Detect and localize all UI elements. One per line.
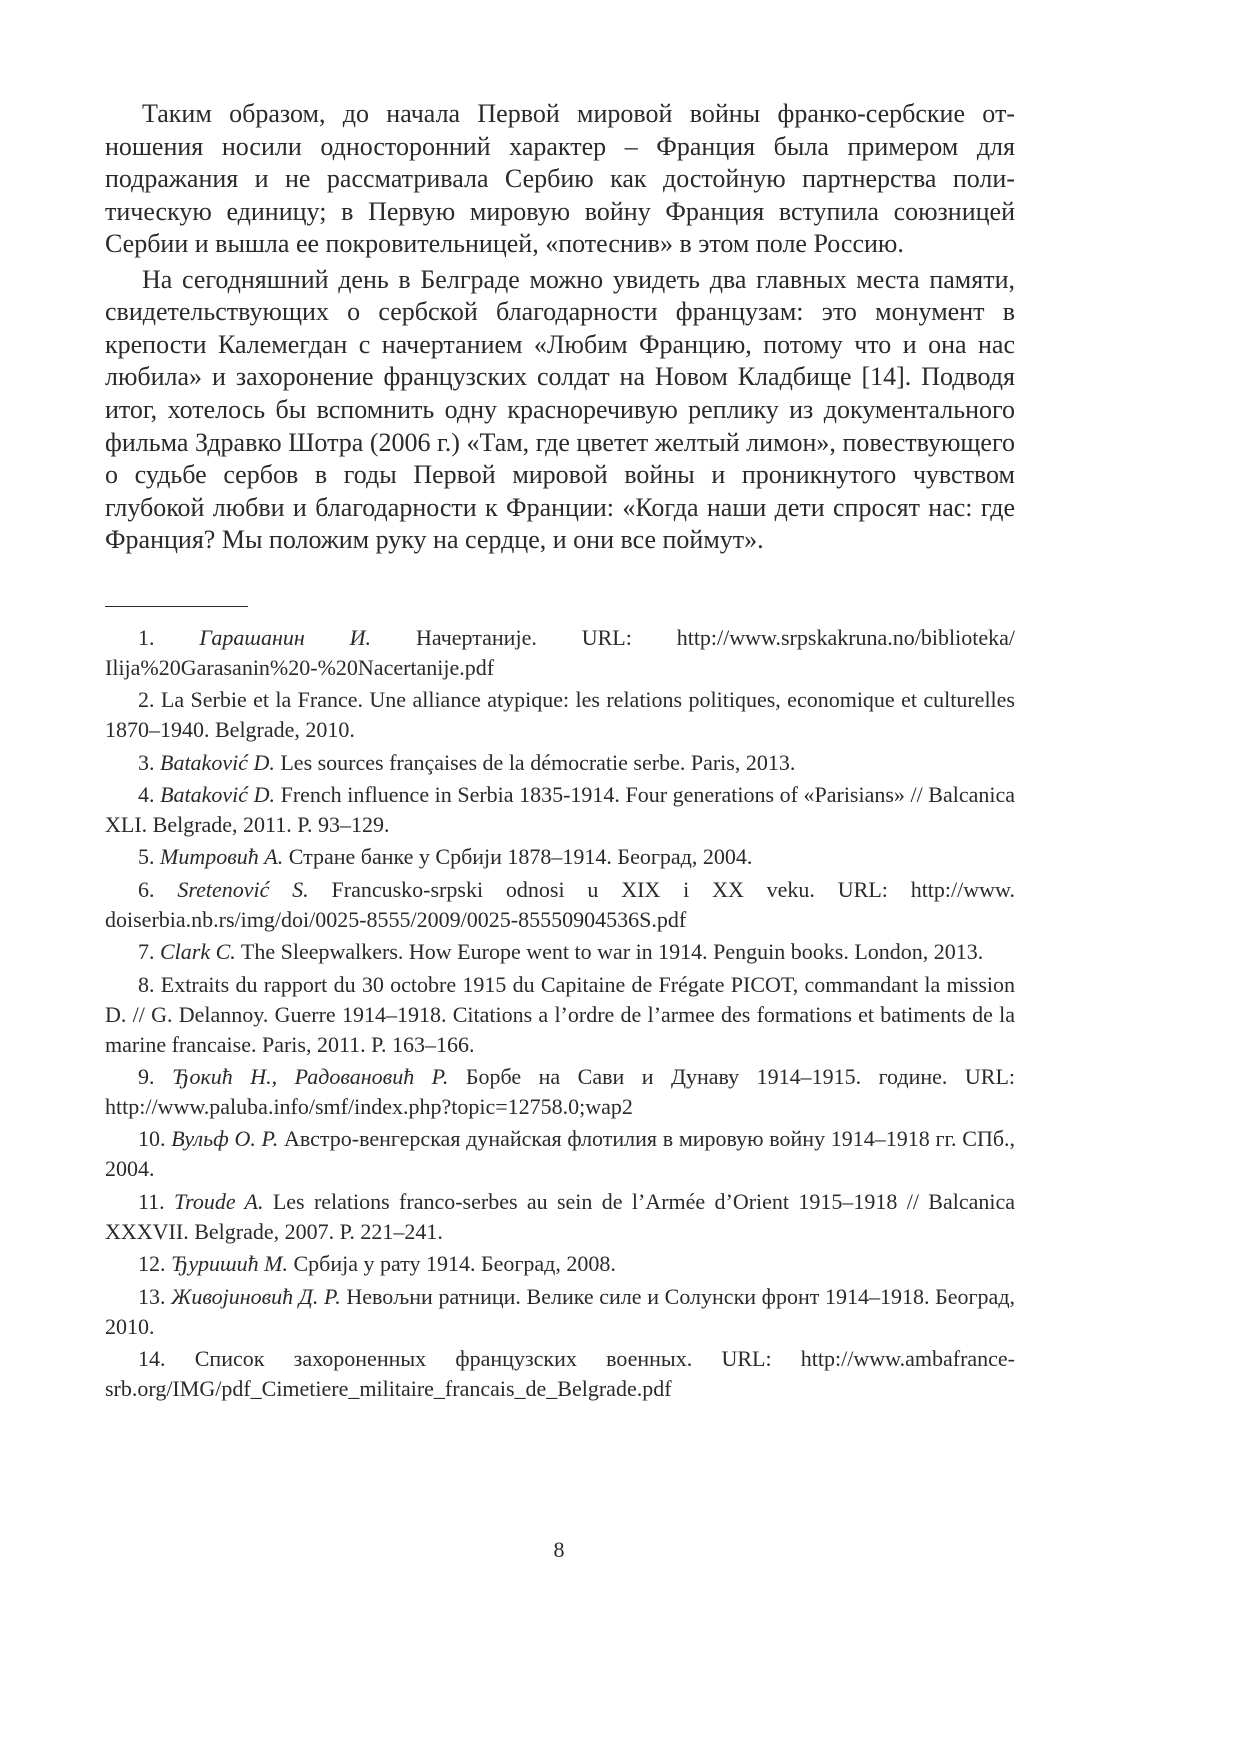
- footnote-author: Гарашанин И.: [199, 624, 372, 650]
- footnote-3: 3. Bataković D. Les sources françaises de la démocratie serbe. Paris, 2013.: [138, 749, 796, 775]
- body-paragraph-1: Таким образом, до начала Первой мировой войны франко-сербские отношения носили односторонний характер – Франция была примером для подражания и не рассматривала Сербию как достойную партнерства политическую единицу; в Первую мировую войну Франция вступила союзницей Сербии и вышла ее покровительницей, «потеснив» в этом поле Россию.: [105, 99, 1015, 259]
- footnote-author: Bataković D.: [160, 782, 275, 808]
- footnote-11: 11. Troude A. Les relations franco-serbes au sein de l’Armée d’Orient 1915–1918 // Balcanica XXXVII. Belgrade, 2007. P. 221–241.: [105, 1188, 1016, 1244]
- footnote-13: 13. Живојиновић Д. Р. Невољни ратници. Велике силе и Солунски фронт 1914–1918. Београд, 2010.: [105, 1283, 1016, 1339]
- footnote-author: Troude A.: [174, 1188, 264, 1214]
- footnote-7: 7. Clark C. The Sleepwalkers. How Europe went to war in 1914. Penguin books. London, 2013.: [138, 939, 984, 965]
- footnote-author: Clark C.: [160, 939, 236, 965]
- footnote-separator: [105, 606, 248, 607]
- footnote-author: Ђокић Н., Радовановић Р.: [171, 1064, 449, 1090]
- footnote-8: 8. Extraits du rapport du 30 octobre 1915 du Capitaine de Frégate PICOT, commandant la mission D. // G. Delannoy. Guerre 1914–1918. Citations a l’ordre de l’armee des formations et batiments de la marine francaise. Paris, 2011. P. 163–166.: [105, 971, 1016, 1057]
- footnote-9: 9. Ђокић Н., Радовановић Р. Борбе на Сави и Дунаву 1914–1915. године. URL: http://www.paluba.info/smf/index.php?topic=12758.0;wap2: [105, 1064, 1015, 1120]
- footnote-4: 4. Bataković D. French influence in Serbia 1835-1914. Four generations of «Parisians» // Balcanica XLI. Belgrade, 2011. P. 93–129.: [105, 782, 1016, 838]
- footnote-2: 2. La Serbie et la France. Une alliance atypique: les relations politiques, economique et culturelles 1870–1940. Belgrade, 2010.: [105, 687, 1015, 743]
- footnote-14: 14. Список захороненных французских военных. URL: http://www.ambafrance-srb.org/IMG/pdf_Cimetiere_militaire_francais_de_Belgrade.pdf: [105, 1345, 1016, 1401]
- page-content: [105, 98, 1015, 1406]
- footnote-1: 1. Гарашанин И. Начертаније. URL: http://www.srpskakruna.no/biblioteka/ Ilija%20Garasanin%20-%20Nacertanije.pdf: [105, 624, 1016, 680]
- footnote-10: 10. Вульф О. Р. Австро-венгерская дунайская флотилия в мировую войну 1914–1918 гг. СПб., 2004.: [105, 1126, 1016, 1182]
- footnote-author: Живојиновић Д. Р.: [171, 1283, 341, 1309]
- footnote-author: Ђуришић М.: [171, 1251, 288, 1277]
- body-paragraph-2: На сегодняшний день в Белграде можно увидеть два главных места памяти, свидетельствующих о сербской благодарности французам: это монумент в крепости Калемегдан с начертанием «Любим Францию, потому что и она нас любила» и захоронение французских солдат на Новом Кладбище [14]. Подводя итог, хотелось бы вспомнить одну красноречивую реплику из документального фильма Здравко Шотра (2006 г.) «Там, где цветет желтый лимон», повествующего о судьбе сербов в годы Первой мировой войны и проникнутого чувством глубокой любви и благодарности к Франции: «Когда наши дети спросят нас: где Франция? Мы положим руку на сердце, и они все поймут».: [105, 264, 1015, 555]
- footnotes-list: [105, 623, 1015, 1404]
- footnote-12: 12. Ђуришић М. Србија у рату 1914. Београд, 2008.: [138, 1251, 616, 1277]
- page-number: 8: [553, 1537, 565, 1562]
- footnote-author: Sretenović S.: [177, 876, 309, 902]
- footnote-author: Митровић А.: [160, 844, 284, 870]
- footnote-6: 6. Sretenović S. Francusko-srpski odnosi u XIX i XX veku. URL: http://www. doiserbia.nb.rs/img/doi/0025-8555/2009/0025-85550904536S.pdf: [105, 876, 1015, 932]
- footnote-5: 5. Митровић А. Стране банке у Србији 1878–1914. Београд, 2004.: [138, 844, 753, 870]
- footnote-author: Вульф О. Р.: [171, 1126, 279, 1152]
- footnote-author: Bataković D.: [160, 749, 275, 775]
